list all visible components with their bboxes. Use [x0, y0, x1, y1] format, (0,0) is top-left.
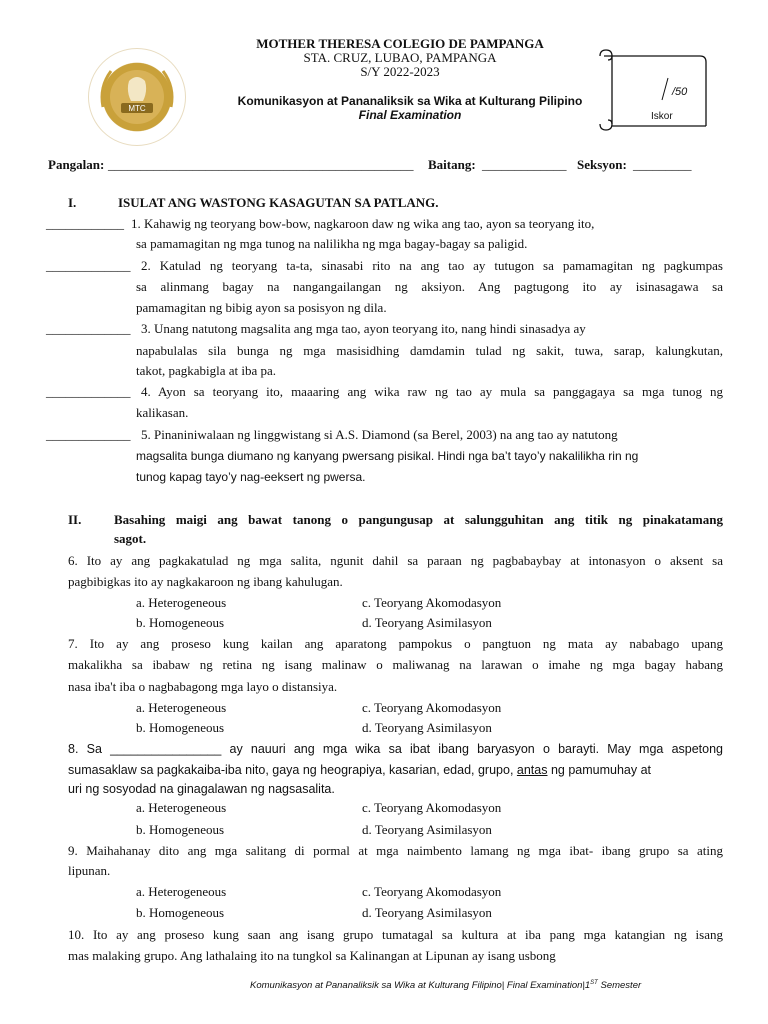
- q8-choice-d[interactable]: d. Teoryang Asimilasyon: [362, 822, 492, 837]
- subject-title: Komunikasyon at Pananaliksik sa Wika at Kulturang Pilipino: [237, 94, 583, 108]
- answer-blank-4[interactable]: _____________: [46, 384, 131, 399]
- item-3-cont: napabulalas sila bunga ng mga masisidhing damdamin tulad ng sakit, tuwa, sarap, kalungkutan,: [136, 343, 723, 358]
- question-8-cont: sumasaklaw sa pagkakaiba-iba nito, gaya ng heograpiya, kasarian, edad, grupo, antas ng pamumuhay at: [68, 763, 652, 777]
- q9-choice-b[interactable]: b. Homogeneous: [136, 905, 225, 920]
- item-4-text: 4. Ayon sa teoryang ito, maaaring ang wika raw ng tao ay mula sa panggagaya sa mga tunog ng: [141, 384, 723, 399]
- q9-choice-a[interactable]: a. Heterogeneous: [136, 884, 227, 899]
- score-total: /50: [672, 86, 688, 98]
- q6-choice-d[interactable]: d. Teoryang Asimilasyon: [362, 615, 492, 630]
- q7-choice-a[interactable]: a. Heterogeneous: [136, 700, 227, 715]
- question-9-cont: lipunan.: [68, 863, 111, 878]
- part1-title: ISULAT ANG WASTONG KASAGUTAN SA PATLANG.: [118, 195, 439, 210]
- item-5-text: 5. Pinaniniwalaan ng linggwistang si A.S. Diamond (sa Berel, 2003) na ang tao ay natutong: [141, 427, 618, 442]
- answer-blank-3[interactable]: _____________: [46, 321, 131, 336]
- grade-label: Baitang:: [428, 157, 476, 172]
- section-field[interactable]: _________: [633, 157, 692, 172]
- grade-field[interactable]: _____________: [482, 157, 567, 172]
- item-3-text: 3. Unang natutong magsalita ang mga tao, ayon teoryang ito, nang hindi sinasadya ay: [141, 321, 586, 336]
- school-logo: [88, 48, 186, 146]
- question-10: 10. Ito ay ang proseso kung saan ang isang grupo tumatagal sa kultura at iba pang mga katangian ng isang: [68, 927, 723, 942]
- name-label: Pangalan:: [48, 157, 105, 172]
- q7-choice-b[interactable]: b. Homogeneous: [136, 720, 225, 735]
- answer-blank-1[interactable]: ____________: [46, 216, 124, 231]
- q6-choice-a[interactable]: a. Heterogeneous: [136, 595, 227, 610]
- item-1-text: 1. Kahawig ng teoryang bow-bow, nagkaroon daw ng wika ang tao, ayon sa teoryang ito,: [131, 216, 595, 231]
- part1-number: I.: [68, 195, 77, 210]
- question-10-cont: mas malaking grupo. Ang lathalaing ito na tungkol sa Kalinangan at Lipunan ay isang usbong: [68, 948, 556, 963]
- school-address: STA. CRUZ, LUBAO, PAMPANGA: [303, 50, 497, 65]
- logo-emblem-icon: [89, 49, 185, 145]
- q8-choice-a[interactable]: a. Heterogeneous: [136, 800, 227, 815]
- q7-choice-d[interactable]: d. Teoryang Asimilasyon: [362, 720, 492, 735]
- q8-choice-b[interactable]: b. Homogeneous: [136, 822, 225, 837]
- part2-number: II.: [68, 512, 82, 527]
- q9-choice-d[interactable]: d. Teoryang Asimilasyon: [362, 905, 492, 920]
- underlined-word: antas: [516, 763, 548, 777]
- item-4-cont: kalikasan.: [136, 405, 189, 420]
- question-7: 7. Ito ay ang proseso kung kailan ang aparatong pampokus o pangtuon ng mata ay nababago upang: [68, 636, 723, 651]
- part2-title-cont: sagot.: [114, 531, 147, 546]
- q7-choice-c[interactable]: c. Teoryang Akomodasyon: [362, 700, 502, 715]
- question-8: 8. Sa ________________ ay nauuri ang mga wika sa ibat ibang baryasyon o barayti. May mga aspetong: [68, 742, 723, 756]
- section-label: Seksyon:: [577, 157, 627, 172]
- item-2-text: 2. Katulad ng teoryang ta-ta, sinasabi rito na ang tao ay tutugon sa pamamagitan ng pagkumpas: [141, 258, 723, 273]
- question-8-cont2: uri ng sosyodad na ginagalawan ng nagsasalita.: [68, 782, 335, 796]
- item-2-cont2: pamamagitan ng bibig ayon sa posisyon ng dila.: [136, 300, 387, 315]
- item-2-cont: sa alinmang bagay na nangangailangan ng aksiyon. Ang pagtugong ito ay isinasagawa sa: [136, 279, 723, 294]
- question-7-cont: makalikha sa ibabaw ng retina ng isang malinaw o maliwanag na larawan o imahe ng mga bagay habang: [68, 657, 723, 672]
- item-3-cont2: takot, pagkabigla at iba pa.: [136, 363, 277, 378]
- answer-blank-5[interactable]: _____________: [46, 427, 131, 442]
- q6-choice-c[interactable]: c. Teoryang Akomodasyon: [362, 595, 502, 610]
- name-field[interactable]: _______________________________________________: [108, 157, 414, 172]
- item-5-cont: magsalita bunga diumano ng kanyang pwersang pisikal. Hindi nga ba’t tayo’y nakalilikha rin ng: [136, 449, 639, 463]
- score-label: Iskor: [651, 111, 673, 122]
- school-name: MOTHER THERESA COLEGIO DE PAMPANGA: [256, 36, 544, 51]
- page-footer: Komunikasyon at Pananaliksik sa Wika at Kulturang Filipino| Final Examination|1ST Semester: [250, 980, 642, 992]
- school-year: S/Y 2022-2023: [360, 64, 440, 79]
- part2-title: Basahing maigi ang bawat tanong o pangungusap at salungguhitan ang titik ng pinakatamang: [114, 512, 723, 527]
- answer-blank-2[interactable]: _____________: [46, 258, 131, 273]
- svg-text:MTC: MTC: [128, 104, 146, 113]
- question-6: 6. Ito ay ang pagkakatulad ng mga salita, ngunit dahil sa paraan ng pagbabaybay at intonasyon o aksent sa: [68, 553, 723, 568]
- item-5-cont2: tunog kapag tayo’y nag-eeksert ng pwersa.: [136, 470, 366, 484]
- q9-choice-c[interactable]: c. Teoryang Akomodasyon: [362, 884, 502, 899]
- item-1-cont: sa pamamagitan ng mga tunog na nalilikha ng mga bagay-bagay sa paligid.: [136, 236, 528, 251]
- question-9: 9. Maihahanay dito ang mga salitang di pormal at mga naimbento lamang ng mga ibat- ibang grupo sa ating: [68, 843, 723, 858]
- q6-choice-b[interactable]: b. Homogeneous: [136, 615, 225, 630]
- question-7-cont2: nasa iba't iba o nagbabagong mga layo o distansiya.: [68, 679, 338, 694]
- exam-title: Final Examination: [358, 108, 462, 122]
- question-6-cont: pagbibigkas ito ay nagkakaroon ng ibang kahulugan.: [68, 574, 343, 589]
- q8-choice-c[interactable]: c. Teoryang Akomodasyon: [362, 800, 502, 815]
